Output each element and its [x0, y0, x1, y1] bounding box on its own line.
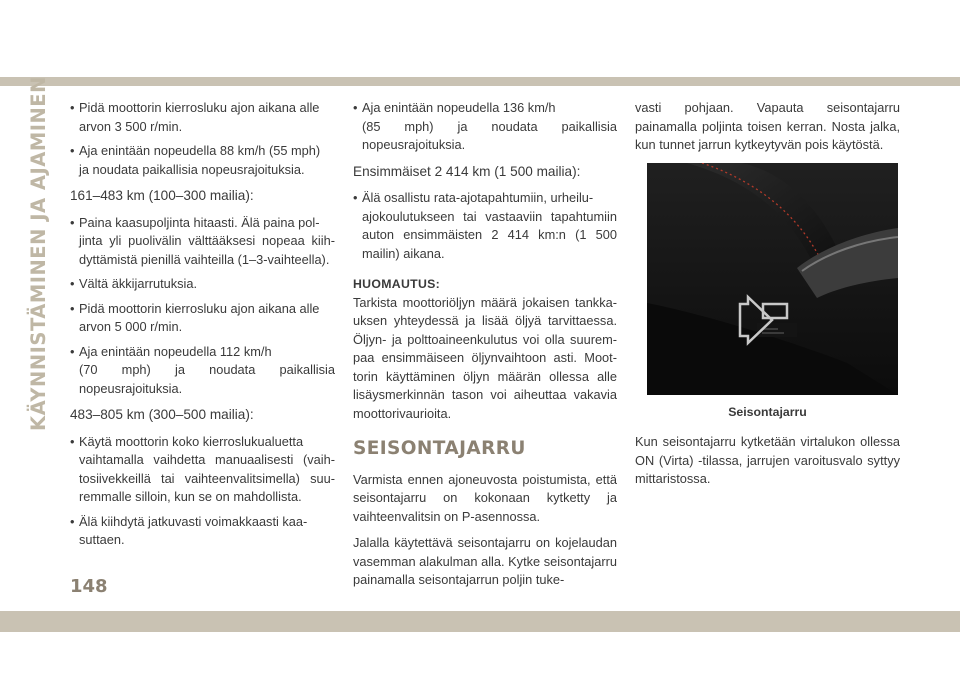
header-band [0, 77, 960, 86]
chapter-title: KÄYNNISTÄMINEN JA AJAMINEN [26, 75, 50, 431]
paragraph: Jalalla käytettävä seisontajarru on kojelaudan vasemman alakulman alla. Kytke seisontajarru painamalla seisontajarrun poljin tuke- [353, 535, 617, 587]
photo-caption: Seisontajarru [728, 404, 807, 419]
list-item: • Käytä moottorin koko kierroslukualuetta vaihtamalla vaihdetta manuaalisesti (vaihtosiivekkeillä tai vaihteenvalitsimella) suuremmalle silloin, kun se on mahdollista. [70, 433, 335, 504]
column-1 [70, 99, 335, 556]
column-2 [353, 99, 617, 598]
note-text: Tarkista moottoriöljyn määrä jokaisen tankkauksen yhteydessä ja lisää öljyä tarvittaessa. Öljyn- ja polttoaineenkulutus voi olla suurempaa ensimmäiseen öljynvaihtoon asti. Moottorin käyttäminen öljyn määrän ollessa alle lisäysmerkinnän tason voi aiheuttaa vakavia moottorivaurioita. [353, 294, 617, 421]
list-item: • Vältä äkkijarrutuksia. [70, 276, 198, 291]
page-top-margin [0, 0, 960, 77]
list-item: • Älä osallistu rata-ajotapahtumiin, urheilu- ajokoulutukseen tai vastaaviin tapahtumiin auton ensimmäisten 2 414 km:n (1 500 mailin) aikana. [353, 190, 617, 261]
paragraph: Varmista ennen ajoneuvosta poistumista, että seisontajarru on kokonaan kytketty ja vaihteenvalitsin on P-asennossa. [353, 471, 617, 524]
list-item: • Älä kiihdytä jatkuvasti voimakkaasti kaa- suttaen. [70, 513, 308, 547]
list-item: • Pidä moottorin kierrosluku ajon aikana alle arvon 5 000 r/min. [70, 300, 320, 334]
chapter-side-tab [18, 75, 58, 431]
footer-band [0, 611, 960, 632]
parking-brake-photo [647, 163, 898, 395]
list-item: • Pidä moottorin kierrosluku ajon aikana alle arvon 3 500 r/min. [70, 100, 320, 134]
list-item: • Paina kaasupoljinta hitaasti. Älä paina pol- jinta yli puolivälin välttääksesi nopeaa kiihdyttämistä pienillä vaihteilla (1–3-vaihteella). [70, 214, 335, 267]
paragraph: Kun seisontajarru kytketään virtalukon ollessa ON (Virta) -tilassa, jarrujen varoitusvalo syttyy mittaristossa. [635, 434, 900, 486]
subheading: Ensimmäiset 2 414 km (1 500 mailia): [353, 163, 581, 179]
list-item: • Aja enintään nopeudella 88 km/h (55 mph) ja noudata paikallisia nopeusrajoituksia. [70, 143, 321, 177]
list-item: • Aja enintään nopeudella 136 km/h (85 mph) ja noudata paikallisia nopeusrajoituksia. [353, 100, 617, 152]
list-item: • Aja enintään nopeudella 112 km/h (70 mph) ja noudata paikallisia nopeusrajoituksia. [70, 343, 335, 396]
page-bottom-margin [0, 632, 960, 678]
paragraph: vasti pohjaan. Vapauta seisontajarru painamalla poljinta toisen kerran. Nosta jalka, kun tunnet jarrun kytkeytyvän pois käytöstä. [635, 100, 900, 152]
parking-brake-illustration [647, 163, 898, 395]
section-title: SEISONTAJARRU [353, 438, 526, 459]
page-number: 148 [70, 576, 108, 597]
subheading: 483–805 km (300–500 mailia): [70, 407, 254, 422]
subheading: 161–483 km (100–300 mailia): [70, 188, 254, 203]
column-3 [635, 99, 900, 497]
note-title: HUOMAUTUS: [353, 277, 441, 291]
